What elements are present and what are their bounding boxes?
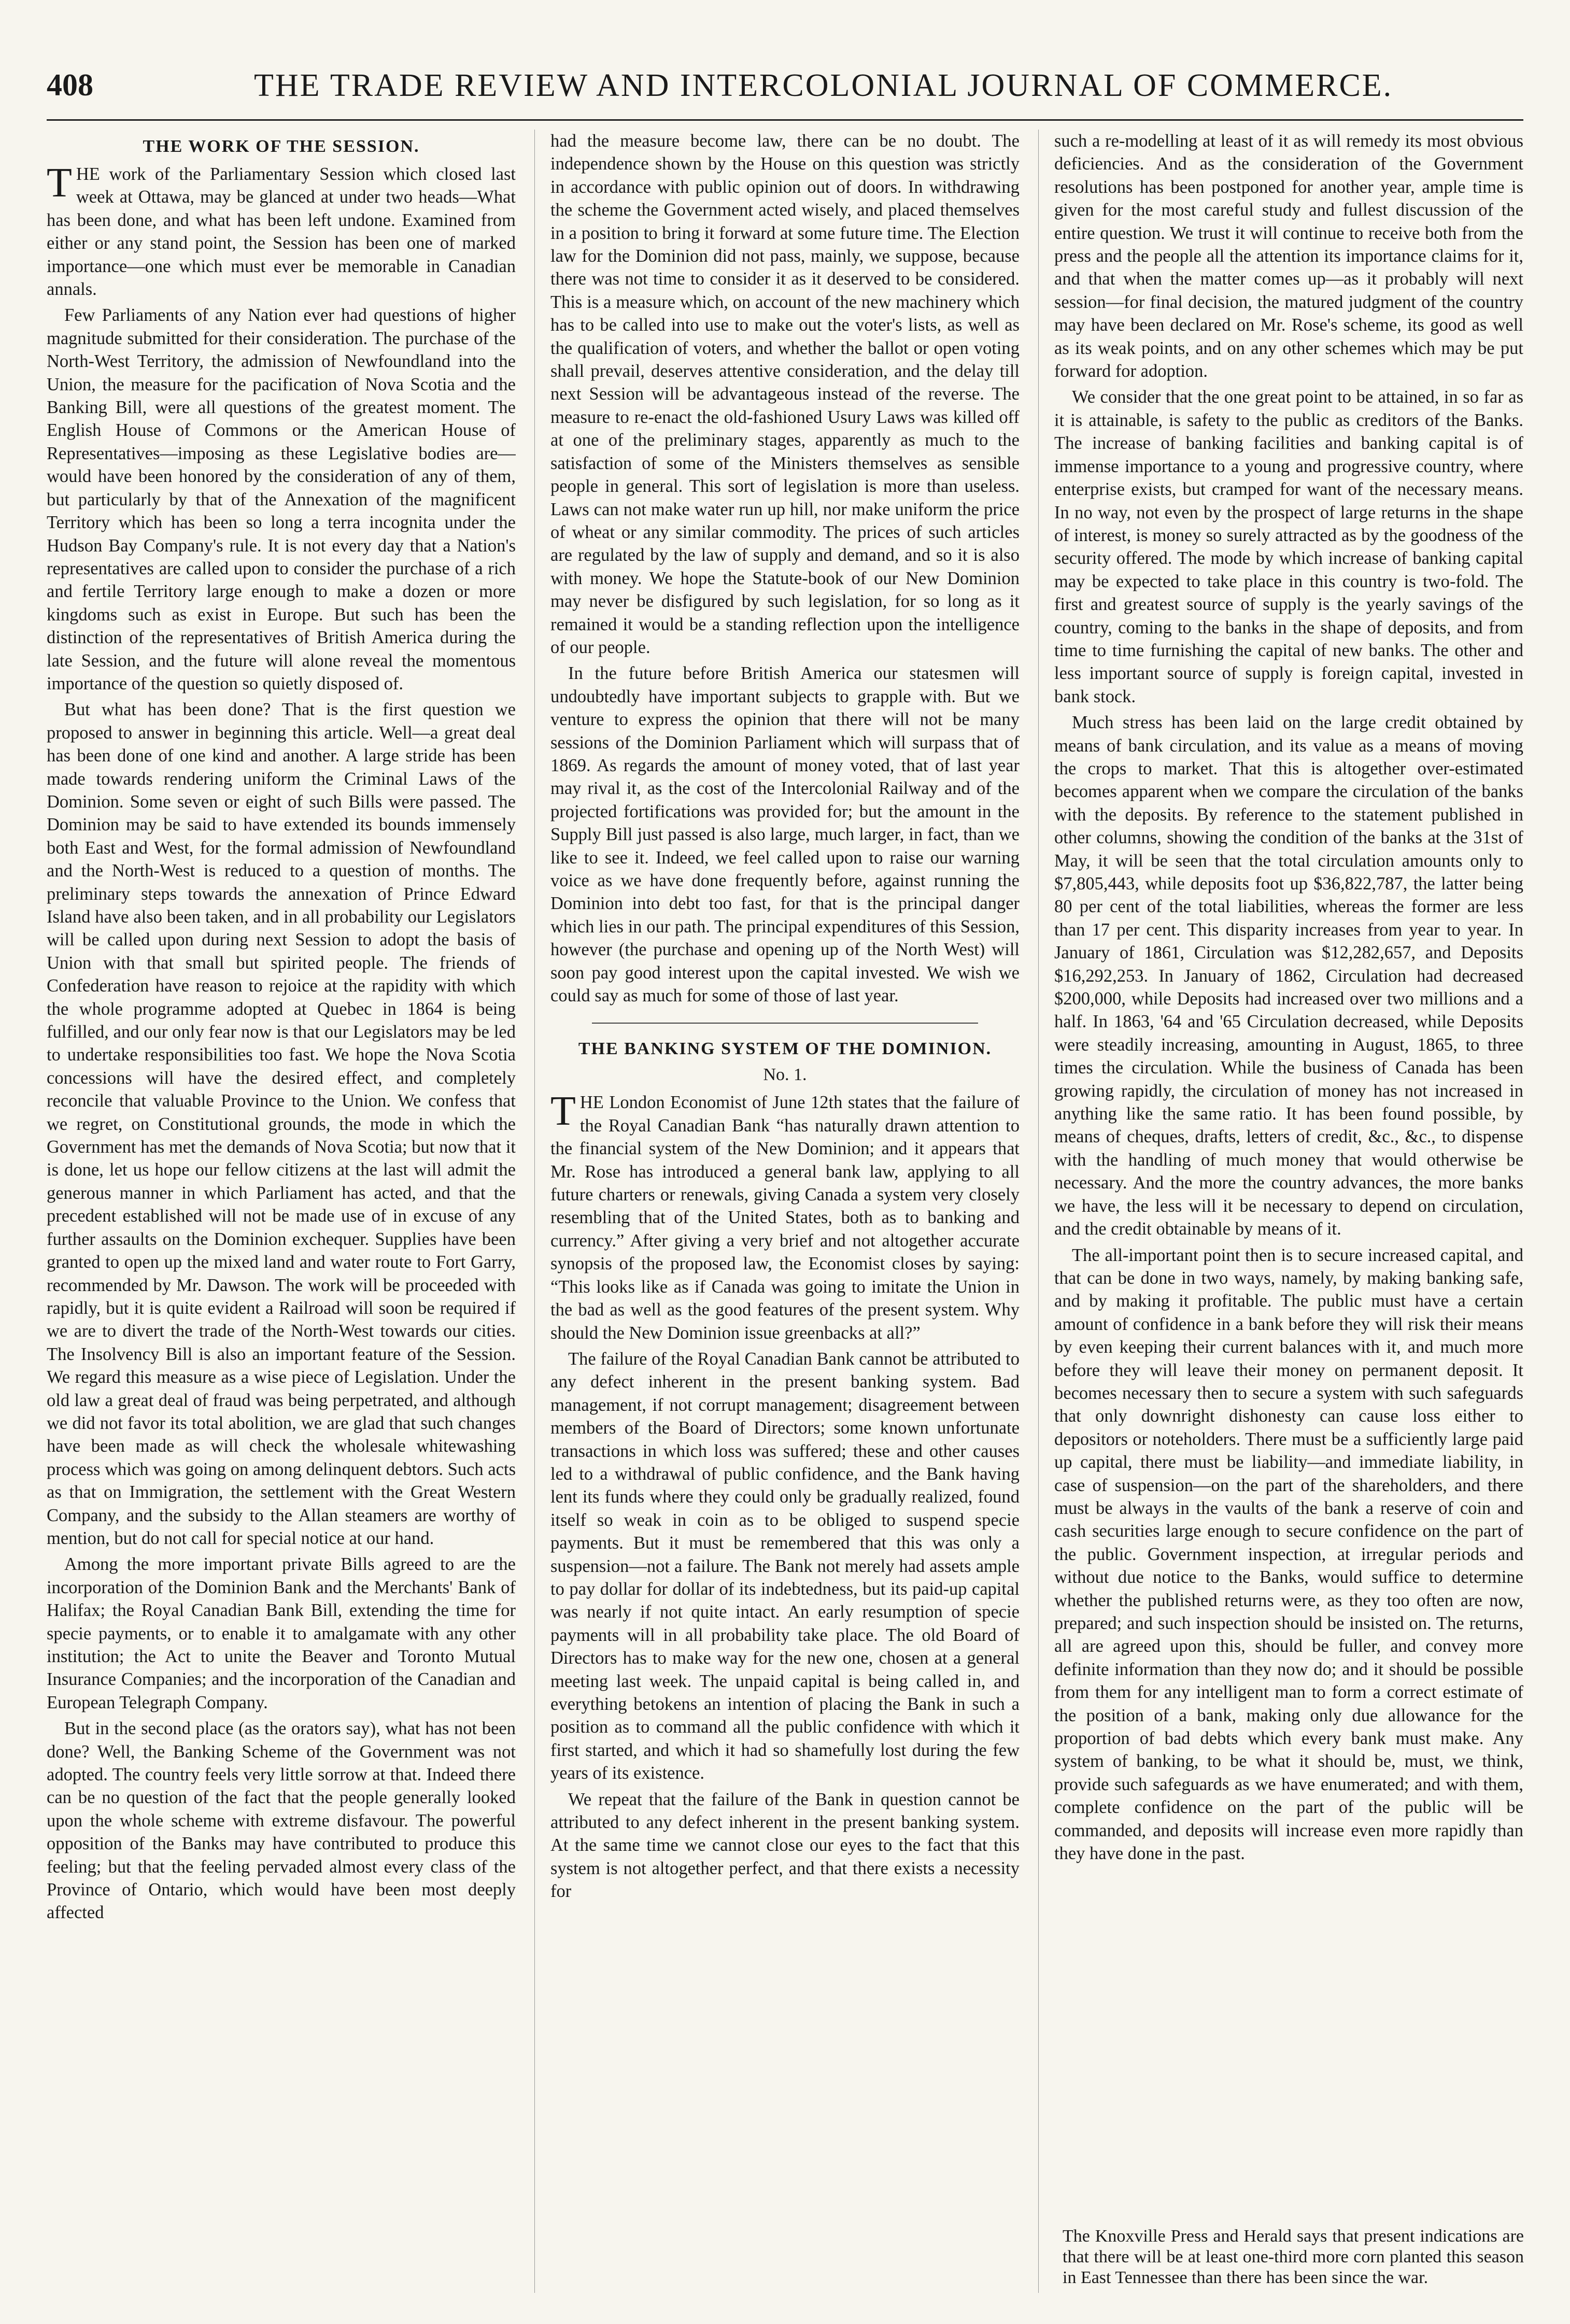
article-title-work-of-session: THE WORK OF THE SESSION. — [143, 137, 420, 156]
column-3 — [1038, 130, 1523, 2293]
paragraph-text: HE work of the Parliamentary Session which closed last week at Ottawa, may be glanced at under two heads—What has been done, and what has been left undone. Examined from either or any stand point, the Session has been one of marked importance—one which must ever be memorable in Canadian annals. — [47, 164, 516, 300]
paragraph-text: HE London Economist of June 12th states that the failure of the Royal Canadian Bank “has naturally drawn attention to the financial system of the New Dominion; and it appears that Mr. Rose has introduced a general bank law, applying to all future charters or renewals, giving Canada a system very closely resembling that of the United States, both as to banking and currency.” After giving a very brief and not altogether accurate synopsis of the proposed law, the Economist closes by saying: “This looks like as if Canada was going to imitate the Union in the bad as well as the good features of the present system. Why should the New Dominion issue greenbacks at all?” — [550, 1093, 1020, 1343]
paragraph: The failure of the Royal Canadian Bank cannot be attributed to any defect inherent in the present banking system. Bad management, if not corrupt management; disagreement between members of the Board of Directors; some known unfortunate transactions in which loss was suffered; these and other causes led to a withdrawal of public confidence, and the Bank having lent its funds where they could only be gradually realized, found itself so weak in coin as to be obliged to suspend specie payments. But it must be remembered that this was only a suspension—not a failure. The Bank not merely had assets ample to pay dollar for dollar of its indebtedness, but its paid-up capital was nearly if not quite intact. An early resumption of specie payments will in all probability take place. The old Board of Directors has to make way for the new one, chosen at a general meeting last week. The unpaid capital is being called in, and everything betokens an intention of placing the Bank in such a position as to command all the public confidence with which it first started, and which it had so shamefully lost during the few years of its existence. — [550, 1349, 1020, 1783]
paragraph: Among the more important private Bills agreed to are the incorporation of the Dominion Bank and the Merchants' Bank of Halifax; the Royal Canadian Bank Bill, extending the time for specie payments, or to enable it to amalgamate with any other institution; the Act to unite the Beaver and Toronto Mutual Insurance Companies; and the incorporation of the Canadian and European Telegraph Company. — [47, 1554, 516, 1712]
article-columns — [47, 130, 1523, 2293]
drop-cap: T — [47, 160, 72, 206]
paragraph: In the future before British America our statesmen will undoubtedly have important subjects to grapple with. But we venture to express the opinion that there will not be many sessions of the Dominion Parliament which will surpass that of 1869. As regards the amount of money voted, that of last year may rival it, as the cost of the Intercolonial Railway and of the projected fortifications was provided for; but the amount in the Supply Bill just passed is also large, much larger, in fact, than we like to see it. Indeed, we feel called upon to raise our warning voice as we have done frequently before, against running the Dominion into debt too fast, for that is the principal danger which lies in our path. The principal expenditures of this Session, however (the purchase and opening up of the North West) will soon pay good interest upon the capital invested. We wish we could say as much for some of those of last year. — [550, 663, 1020, 1006]
article-title-banking-system: THE BANKING SYSTEM OF THE DOMINION. — [578, 1039, 992, 1059]
paragraph: We consider that the one great point to be attained, in so far as it is attainable, is safety to the public as creditors of the Banks. The increase of banking facilities and banking capital is of immense importance to a young and progressive country, where enterprise exists, but cramped for want of the necessary means. In no way, not even by the prospect of large returns in the shape of interest, is money so surely attracted as by the goodness of the security offered. The mode by which increase of banking capital may be expected to take place in this country is two-fold. The first and greatest source of supply is the yearly savings of the country, coming to the banks in the shape of deposits, and from time to time furnishing the capital of new banks. The other and less important source of supply is foreign capital, invested in bank stock. — [1054, 387, 1523, 706]
divider — [592, 1023, 978, 1024]
paragraph: The all-important point then is to secure increased capital, and that can be done in two ways, namely, by making banking safe, and by making it profitable. The public must have a certain amount of confidence in a bank before they will risk their means by even keeping their current balances with it, and much more before they will leave their money on permanent deposit. It becomes necessary then to secure a system with such safeguards that only downright dishonesty can cause loss either to depositors or noteholders. There must be a sufficiently large paid up capital, there must be liability—and immediate liability, in case of suspension—on the part of the shareholders, and there must be always in the vaults of the bank a reserve of coin and cash securities large enough to secure confidence on the part of the public. Government inspection, at irregular periods and without due notice to the Banks, would suffice to determine whether the published returns were, as they too often are now, prepared; and such inspection should be insisted on. The returns, all are agreed upon this, should be fuller, and convey more definite information than they now do; and it should be possible from them for any intelligent man to form a correct estimate of the position of a bank, making only due allowance for the proportion of bad debts which every bank must make. Any system of banking, to be what it should be, must, we think, provide such safeguards as we have enumerated; and with them, complete confidence on the part of the public will be commanded, and deposits will increase even more rapidly than they have done in the past. — [1054, 1245, 1523, 1864]
paragraph: Few Parliaments of any Nation ever had questions of higher magnitude submitted for their consideration. The purchase of the North-West Territory, the admission of Newfoundland into the Union, the measure for the pacification of Nova Scotia and the Banking Bill, were all questions of the greatest moment. The English House of Commons or the American House of Representatives—imposing as these Legislative bodies are—would have been honored by the consideration of any of them, but particularly by that of the Annexation of the magnificent Territory which has been so long a terra incognita under the Hudson Bay Company's rule. It is not every day that a Nation's representatives are called upon to consider the purchase of a rich and fertile Territory large enough to make a dozen or more kingdoms such as exist in Europe. But such has been the distinction of the representatives of British America during the late Session, and the future will alone reveal the momentous importance of the question so quietly disposed of. — [47, 305, 516, 693]
paragraph: Much stress has been laid on the large credit obtained by means of bank circulation, and its value as a means of moving the crops to market. That this is altogether over-estimated becomes apparent when we compare the circulation of the banks with the deposits. By reference to the statement published in other columns, showing the condition of the banks at the 31st of May, it will be seen that the total circulation amounts only to $7,805,443, while deposits foot up $36,822,787, the latter being 80 per cent of the total liabilities, whereas the former are less than 17 per cent. This disparity increases from year to year. In January of 1861, Circulation was $12,282,657, and Deposits $16,292,253. In January of 1862, Circulation had decreased $200,000, while Deposits had increased over two millions and a half. In 1863, '64 and '65 Circulation decreased, while Deposits were steadily increasing, amounting in August, 1865, to three times the circulation. While the business of Canada has been growing rapidly, the circulation of money has not increased in anything like the same ratio. It has been found possible, by means of cheques, drafts, letters of credit, &c., &c., to dispense with the handling of much money that would otherwise be necessary. And the more the country advances, the more banks we have, the less will it be necessary to depend on circulation, and the credit obtainable by means of it. — [1054, 713, 1523, 1239]
paragraph: We repeat that the failure of the Bank in question cannot be attributed to any defect inherent in the present banking system. At the same time we cannot close our eyes to the fact that this system is not altogether perfect, and that there exists a necessity for — [550, 1789, 1020, 1902]
paragraph: such a re-modelling at least of it as will remedy its most obvious deficiencies. And as the consideration of the Government resolutions has been postponed for another year, ample time is given for the most careful study and fullest discussion of the entire question. We trust it will continue to receive both from the press and the people all the attention its importance claims for it, and that when the matter comes up—as it probably will next session—for final decision, the matured judgment of the country may have been declared on Mr. Rose's scheme, its good as well as its weak points, and on any other schemes which may be put forward for adoption. — [1054, 131, 1523, 381]
news-note: The Knoxville Press and Herald says that present indications are that there will be at least one-third more corn planted this season in East Tennessee than there has been since the war. — [1063, 2227, 1524, 2287]
column-2 — [534, 130, 1020, 2293]
paragraph: But what has been done? That is the first question we proposed to answer in beginning this article. Well—a great deal has been done of one kind and another. A large stride has been made towards rendering uniform the Criminal Laws of the Dominion. Some seven or eight of such Bills were passed. The Dominion may be said to have extended its bounds immensely both East and West, for the formal admission of Newfoundland and the North-West is reduced to a question of months. The preliminary steps towards the annexation of Prince Edward Island have also been taken, and in all probability our Legislators will be called upon during next Session to adopt the basis of Union with that small but spirited people. The friends of Confederation have reason to rejoice at the rapidity with which the whole programme adopted at Quebec in 1864 is being fulfilled, and our only fear now is that our Legislators may be led to undertake responsibilities too fast. We hope the Nova Scotia concessions will have the desired effect, and completely reconcile that valuable Province to the Union. We confess that we regret, on Constitutional grounds, the mode in which the Government has met the demands of Nova Scotia; but now that it is done, let us hope our fellow citizens at the last will admit the generous manner in which Parliament has acted, and that the precedent established will not be made use of in excuse of any further assaults on the Dominion exchequer. Supplies have been granted to open up the mixed land and water route to Fort Garry, recommended by Mr. Dawson. The work will be proceeded with rapidly, but it is quite evident a Railroad will soon be required if we are to divert the trade of the North-West towards our cities. The Insolvency Bill is also an important feature of the Session. We regard this measure as a wise piece of Legislation. Under the old law a great deal of fraud was being perpetrated, and although we did not favor its total abolition, we are glad that such changes have been made as will check the wholesale whitewashing process which was going on among delinquent debtors. Such acts as that on Immigration, the settlement with the Great Western Company, and the subsidy to the Allan steamers are worthy of mention, but do not call for special notice at our hand. — [47, 700, 516, 1548]
page-number: 408 — [47, 68, 93, 102]
paragraph — [550, 1088, 1020, 1344]
paragraph — [47, 160, 516, 301]
paragraph: had the measure become law, there can be no doubt. The independence shown by the House on this question was strictly in accordance with public opinion out of doors. In withdrawing the scheme the Government acted wisely, and placed themselves in a position to bring it forward at some future time. The Election law for the Dominion did not pass, mainly, we suppose, because there was not time to consider it as it deserved to be considered. This is a measure which, on account of the new machinery which has to be called into use to make out the voter's lists, as well as the qualification of voters, and whether the ballot or open voting shall prevail, deserves attentive consideration, and the delay till next Session will be advantageous instead of the reverse. The measure to re-enact the old-fashioned Usury Laws was killed off at one of the preliminary stages, apparently as much to the satisfaction of some of the Ministers themselves as sensible people in general. This sort of legislation is more than useless. Laws can not make water run up hill, nor make uniform the price of wheat or any similar commodity. The prices of such articles are regulated by the law of supply and demand, and so it is also with money. We hope the Statute-book of our New Dominion may never be disfigured by such legislation, for so long as it remained it would be a standing reflection upon the intelligence of our people. — [550, 131, 1020, 657]
paragraph: But in the second place (as the orators say), what has not been done? Well, the Banking Scheme of the Government was not adopted. The country feels very little sorrow at that. Indeed there can be no question of the fact that the people generally looked upon the whole scheme with extreme disfavour. The powerful opposition of the Banks may have contributed to produce this feeling; but that the feeling pervaded almost every class of the Province of Ontario, which would have been most deeply affected — [47, 1719, 516, 1923]
page-header — [47, 62, 1523, 121]
column-1 — [47, 130, 516, 2293]
journal-title: THE TRADE REVIEW AND INTERCOLONIAL JOURNAL OF COMMERCE. — [254, 68, 1393, 103]
article-number: No. 1. — [763, 1065, 807, 1085]
drop-cap: T — [550, 1088, 576, 1135]
